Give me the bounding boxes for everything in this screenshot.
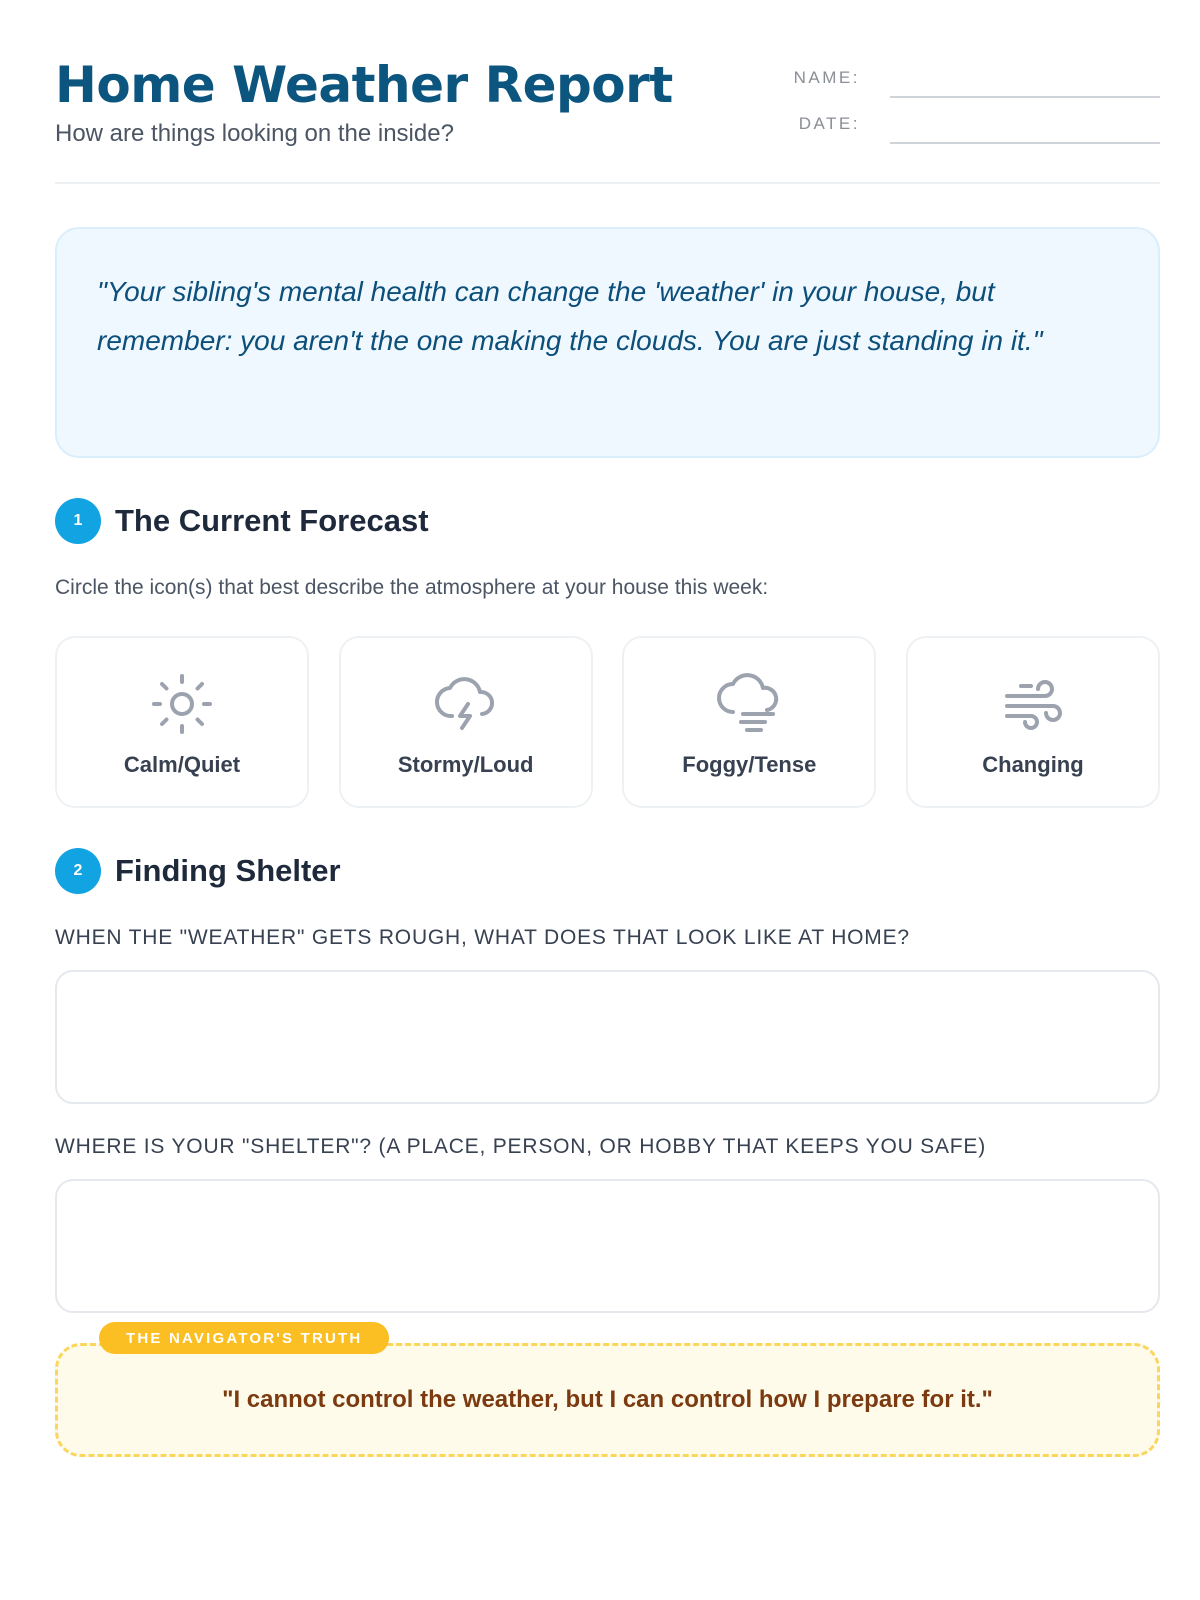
forecast-option-foggy[interactable] bbox=[622, 636, 876, 808]
question-rough-weather: WHEN THE "WEATHER" GETS ROUGH, WHAT DOES THAT LOOK LIKE AT HOME? bbox=[55, 926, 910, 949]
navigator-truth-box bbox=[55, 1343, 1160, 1457]
navigator-tag: THE NAVIGATOR'S TRUTH bbox=[99, 1322, 389, 1354]
intro-quote-box bbox=[55, 227, 1160, 458]
answer-box-shelter[interactable] bbox=[55, 1179, 1160, 1313]
storm-cloud-icon bbox=[434, 672, 498, 736]
wind-icon bbox=[1001, 672, 1065, 736]
section-2-heading bbox=[55, 848, 341, 894]
forecast-option-calm[interactable] bbox=[55, 636, 309, 808]
navigator-quote: "I cannot control the weather, but I can control how I prepare for it." bbox=[222, 1386, 993, 1413]
forecast-options bbox=[55, 636, 1160, 808]
name-label: NAME: bbox=[793, 68, 860, 87]
forecast-option-label: Calm/Quiet bbox=[123, 752, 241, 777]
header bbox=[55, 50, 1160, 184]
worksheet-page bbox=[55, 0, 1160, 1600]
page-subtitle: How are things looking on the inside? bbox=[55, 120, 454, 147]
section-1-heading bbox=[55, 498, 429, 544]
name-field[interactable] bbox=[890, 96, 1160, 98]
intro-quote: "Your sibling's mental health can change the 'weather' in your house, but remember: you aren't the one making the clouds. You are just standing in it." bbox=[97, 276, 1043, 356]
forecast-option-label: Foggy/Tense bbox=[682, 752, 817, 777]
page-title: Home Weather Report bbox=[55, 56, 673, 114]
date-label: DATE: bbox=[798, 114, 860, 133]
answer-box-rough-weather[interactable] bbox=[55, 970, 1160, 1104]
sun-icon bbox=[150, 672, 214, 736]
forecast-option-changing[interactable] bbox=[906, 636, 1160, 808]
forecast-instruction: Circle the icon(s) that best describe the atmosphere at your house this week: bbox=[55, 576, 769, 599]
section-2-title: Finding Shelter bbox=[115, 853, 341, 888]
forecast-option-label: Stormy/Loud bbox=[397, 752, 534, 777]
forecast-option-stormy[interactable] bbox=[339, 636, 593, 808]
fog-cloud-icon bbox=[717, 672, 781, 736]
question-shelter: WHERE IS YOUR "SHELTER"? (A PLACE, PERSON, OR HOBBY THAT KEEPS YOU SAFE) bbox=[55, 1135, 987, 1158]
date-field[interactable] bbox=[890, 142, 1160, 144]
section-1-title: The Current Forecast bbox=[115, 503, 429, 538]
forecast-option-label: Changing bbox=[982, 752, 1084, 777]
section-1-number-badge: 1 bbox=[55, 498, 101, 544]
section-2-number-badge: 2 bbox=[55, 848, 101, 894]
